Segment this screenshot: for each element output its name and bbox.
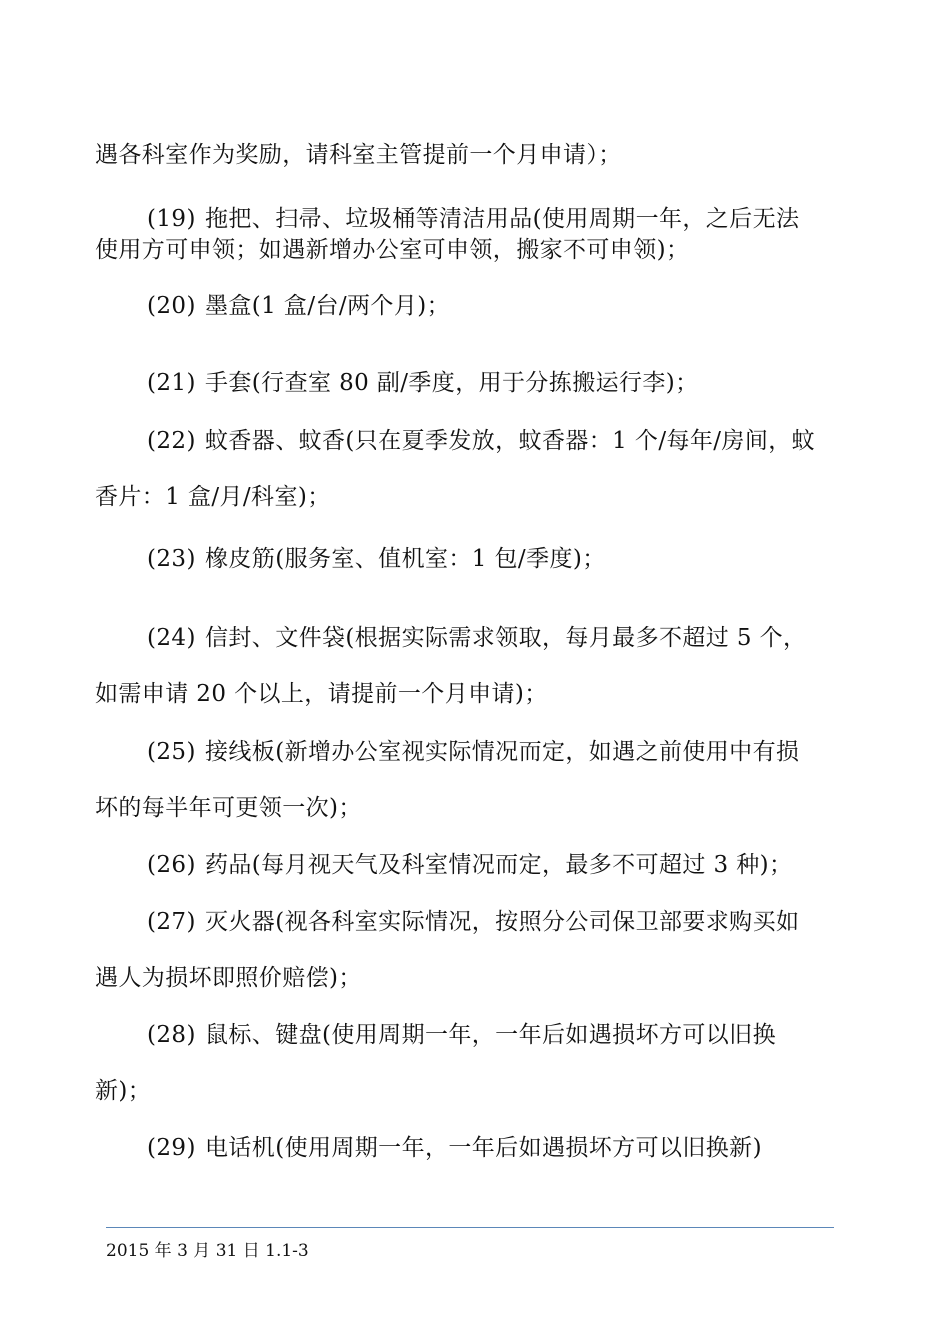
list-item-text: 药品(每月视天气及科室情况而定，最多不可超过 3 种)； xyxy=(205,852,793,878)
list-item-number: (26) xyxy=(147,852,196,878)
list-item-text: 电话机(使用周期一年，一年后如遇损坏方可以旧换新) xyxy=(205,1135,762,1161)
list-item-first-line xyxy=(147,544,917,574)
list-item-number: (20) xyxy=(147,293,196,319)
list-item-first-line xyxy=(147,907,917,937)
list-item-continuation: 香片：1 盒/月/科室)； xyxy=(95,484,331,510)
list-item-first-line xyxy=(147,623,917,653)
list-item-text: 灭火器(视各科室实际情况，按照分公司保卫部要求购买如 xyxy=(205,909,800,935)
list-item-first-line xyxy=(147,426,917,456)
list-item-text: 鼠标、键盘(使用周期一年，一年后如遇损坏方可以旧换 xyxy=(205,1022,776,1048)
list-item-text: 蚊香器、蚊香(只在夏季发放，蚊香器：1 个/每年/房间，蚊 xyxy=(205,428,816,454)
list-item-number: (29) xyxy=(147,1135,196,1161)
list-item-first-line xyxy=(147,737,917,767)
list-item-first-line xyxy=(147,850,917,880)
list-item-number: (24) xyxy=(147,625,196,651)
list-item-continuation: 坏的每半年可更领一次)； xyxy=(95,795,362,821)
list-item-continuation: 新)； xyxy=(95,1078,152,1104)
footer-divider xyxy=(106,1227,834,1228)
list-item-first-line xyxy=(147,1020,917,1050)
list-item-number: (22) xyxy=(147,428,196,454)
list-item-number: (27) xyxy=(147,909,196,935)
list-item-text: 墨盒(1 盒/台/两个月)； xyxy=(205,293,450,319)
list-item-first-line xyxy=(147,291,917,321)
list-item-first-line xyxy=(147,204,917,234)
list-item-text: 接线板(新增办公室视实际情况而定，如遇之前使用中有损 xyxy=(205,739,800,765)
footer-text: 2015 年 3 月 31 日 1.1-3 xyxy=(106,1241,309,1261)
list-item-number: (28) xyxy=(147,1022,196,1048)
list-item-continuation: 如需申请 20 个以上，请提前一个月申请)； xyxy=(95,681,548,707)
list-item-text: 拖把、扫帚、垃圾桶等清洁用品(使用周期一年，之后无法 xyxy=(205,206,800,232)
list-item-text: 橡皮筋(服务室、值机室：1 包/季度)； xyxy=(205,546,606,572)
list-item-number: (25) xyxy=(147,739,196,765)
list-item-first-line xyxy=(147,368,917,398)
list-item-number: (19) xyxy=(147,206,196,232)
list-item-text: 手套(行查室 80 副/季度，用于分拣搬运行李)； xyxy=(205,370,699,396)
list-item-continuation: 使用方可申领；如遇新增办公室可申领，搬家不可申领)； xyxy=(95,237,690,263)
list-item-number: (23) xyxy=(147,546,196,572)
list-item-number: (21) xyxy=(147,370,196,396)
list-item-continuation: 遇人为损坏即照价赔偿)； xyxy=(95,965,362,991)
list-item-first-line xyxy=(147,1133,917,1163)
continuation-line: 遇各科室作为奖励，请科室主管提前一个月申请）； xyxy=(95,142,622,168)
list-item-text: 信封、文件袋(根据实际需求领取，每月最多不超过 5 个， xyxy=(205,625,807,651)
